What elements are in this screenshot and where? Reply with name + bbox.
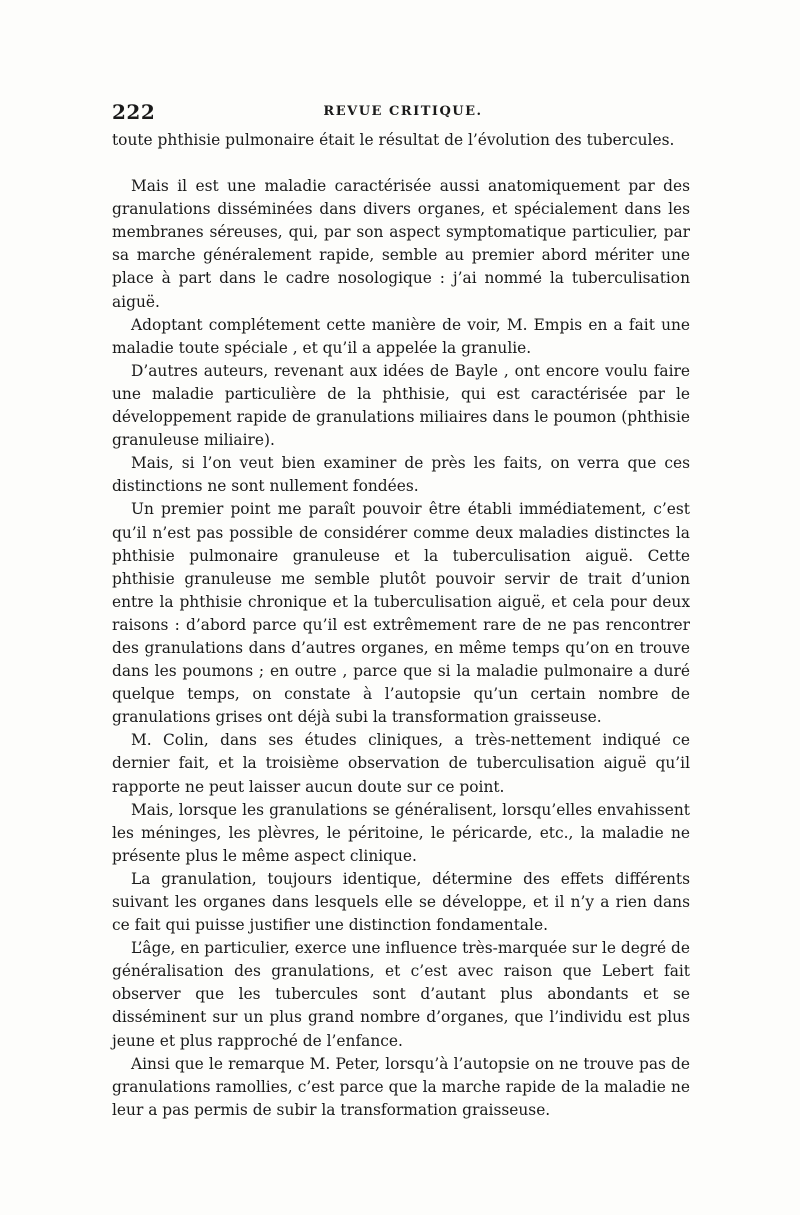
running-head: REVUE CRITIQUE. — [323, 104, 483, 119]
page-header — [112, 100, 694, 128]
page-number: 222 — [112, 100, 156, 124]
paragraph: Adoptant complétement cette manière de voir, M. Empis en a fait une maladie toute spéciale , et qu’il a appelée la granulie. — [112, 315, 690, 357]
body-text — [112, 129, 690, 1122]
paragraph: D’autres auteurs, revenant aux idées de Bayle , ont encore voulu faire une maladie particulière de la phthisie, qui est caractérisée par le développement rapide de granulations miliaires dans le poumon (phthisie granuleuse miliaire). — [112, 361, 690, 450]
paragraph: Mais il est une maladie caractérisée aussi anatomiquement par des granulations disséminées dans divers organes, et spécialement dans les membranes séreuses, qui, par son aspect symptomatique particulier, par sa marche généralement rapide, semble au premier abord mériter une place à part dans le cadre nosologique : j’ai nommé la tuberculisation aiguë. — [112, 177, 690, 311]
paragraph: Un premier point me paraît pouvoir être établi immédiatement, c’est qu’il n’est pas possible de considérer comme deux maladies distinctes la phthisie pulmonaire granuleuse et la tuberculisation aiguë. Cette phthisie granuleuse me semble plutôt pouvoir servir de trait d’union entre la phthisie chronique et la tuberculisation aiguë, et cela pour deux raisons : d’abord parce qu’il est extrêmement rare de ne pas rencontrer des granulations dans d’autres organes, en même temps qu’on en trouve dans les poumons ; en outre , parce que si la maladie pulmonaire a duré quelque temps, on constate à l’autopsie qu’un certain nombre de granulations grises ont déjà subi la transformation graisseuse. — [112, 500, 690, 727]
paragraph: Mais, lorsque les granulations se généralisent, lorsqu’elles envahissent les méninges, les plèvres, le péritoine, le péricarde, etc., la maladie ne présente plus le même aspect clinique. — [112, 800, 690, 865]
paragraph: M. Colin, dans ses études cliniques, a très-nettement indiqué ce dernier fait, et la troisième observation de tuberculisation aiguë qu’il rapporte ne peut laisser aucun doute sur ce point. — [112, 731, 690, 796]
paragraph: Mais, si l’on veut bien examiner de près les faits, on verra que ces distinctions ne sont nullement fondées. — [112, 454, 690, 496]
paragraph: La granulation, toujours identique, détermine des effets différents suivant les organes dans lesquels elle se développe, et il n’y a rien dans ce fait qui puisse justifier une distinction fondamentale. — [112, 869, 690, 935]
paragraph-continuation: toute phthisie pulmonaire était le résultat de l’évolution des tubercules. — [112, 131, 675, 149]
paragraph: Ainsi que le remarque M. Peter, lorsqu’à l’autopsie on ne trouve pas de granulations ramollies, c’est parce que la marche rapide de la maladie ne leur a pas permis de subir la transformation graisseuse. — [112, 1054, 690, 1119]
paragraph: L’âge, en particulier, exerce une influence très-marquée sur le degré de généralisation des granulations, et c’est avec raison que Lebert fait observer que les tubercules sont d’autant plus abondants et se disséminent sur un plus grand nombre d’organes, que l’individu est plus jeune et plus rapproché de l’enfance. — [112, 939, 690, 1050]
